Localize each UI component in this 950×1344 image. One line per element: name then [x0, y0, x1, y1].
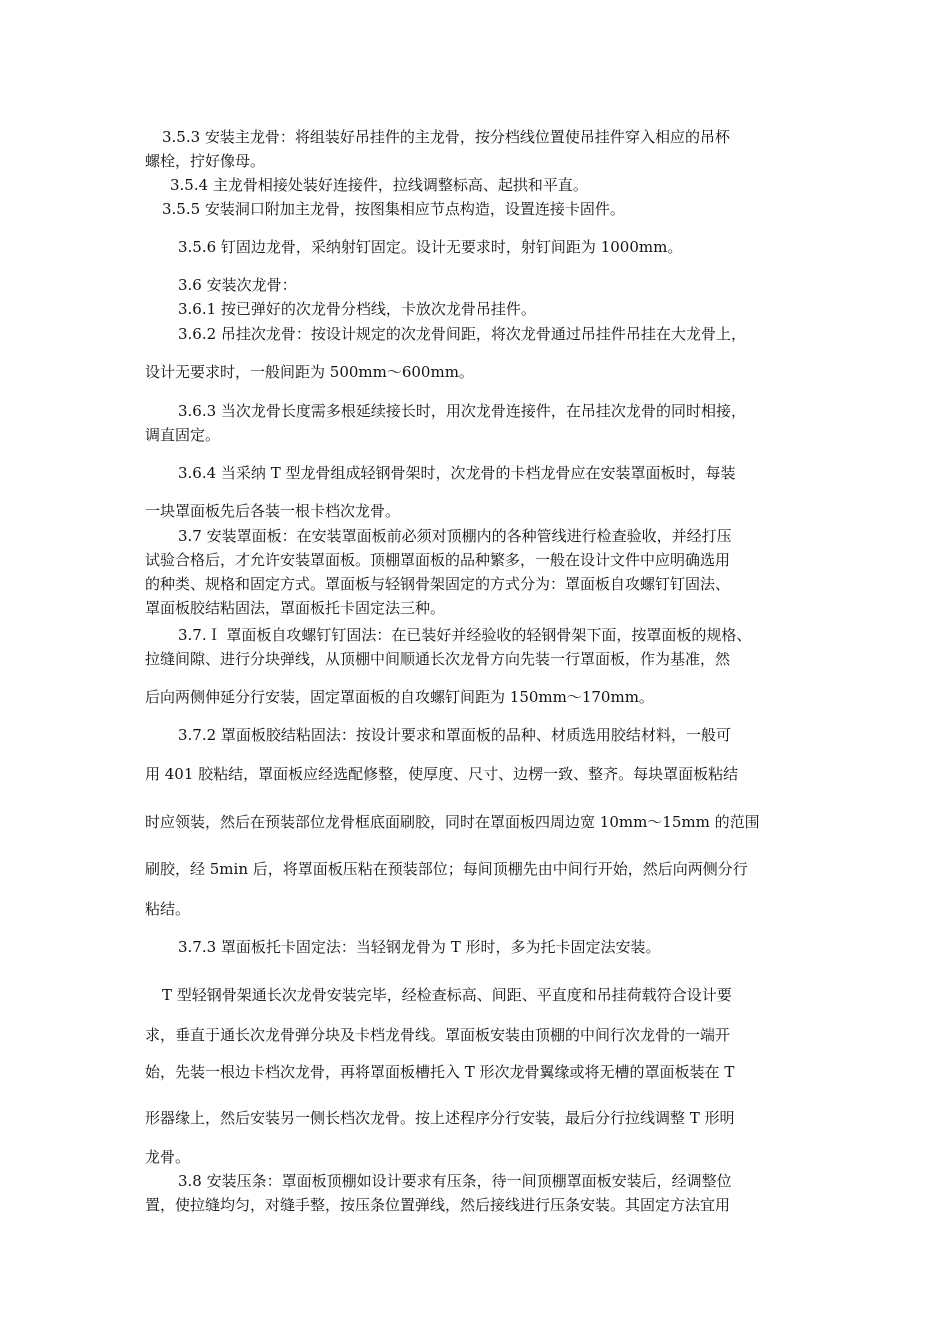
text-line-3-5-5: 3.5.5 安装洞口附加主龙骨，按图集相应节点构造，设置连接卡固件。 — [162, 200, 625, 218]
text-line: 螺栓，拧好像母。 — [145, 152, 266, 170]
text-line: 一块罩面板先后各装一根卡档次龙骨。 — [145, 502, 401, 520]
text-line-3-6-1: 3.6.1 按已弹好的次龙骨分档线，卡放次龙骨吊挂件。 — [178, 300, 536, 318]
text-line: 置，使拉缝均匀，对缝手整，按压条位置弹线，然后接线进行压条安装。其固定方法宜用 — [145, 1196, 731, 1214]
text-line: 的种类、规格和固定方式。罩面板与轻钢骨架固定的方式分为：罩面板自攻螺钉钉固法、 — [145, 575, 731, 593]
text-line: 粘结。 — [145, 900, 191, 918]
text-line: 刷胶，经 5min 后，将罩面板压粘在预装部位；每间顶棚先由中间行开始，然后向两侧分行 — [145, 860, 748, 878]
text-line: 拉缝间隙、进行分块弹线，从顶棚中间顺通长次龙骨方向先装一行罩面板，作为基准，然 — [145, 650, 731, 668]
text-line-3-8: 3.8 安装压条：罩面板顶棚如设计要求有压条，待一间顶棚罩面板安装后，经调整位 — [178, 1172, 732, 1190]
text-line: 用 401 胶粘结，罩面板应经选配修整，使厚度、尺寸、边楞一致、整齐。每块罩面板粘结 — [145, 765, 739, 783]
text-line-3-7-2: 3.7.2 罩面板胶结粘固法：按设计要求和罩面板的品种、材质选用胶结材料，一般可 — [178, 726, 731, 744]
text-line-3-7-1: 3.7.Ｉ 罩面板自攻螺钉钉固法：在已装好并经验收的轻钢骨架下面，按罩面板的规格、 — [178, 626, 752, 644]
text-line-3-5-4: 3.5.4 主龙骨相接处装好连接件，拉线调整标高、起拱和平直。 — [170, 176, 588, 194]
text-line-3-6-4: 3.6.4 当采纳 T 型龙骨组成轻钢骨架时，次龙骨的卡档龙骨应在安装罩面板时，每装 — [178, 464, 736, 482]
text-line-3-5-6: 3.5.6 钉固边龙骨，采纳射钉固定。设计无要求时，射钉间距为 1000mm。 — [178, 238, 683, 256]
text-line-3-6-2: 3.6.2 吊挂次龙骨：按设计规定的次龙骨间距，将次龙骨通过吊挂件吊挂在大龙骨上， — [178, 325, 746, 343]
text-line-3-5-3: 3.5.3 安装主龙骨：将组装好吊挂件的主龙骨，按分档线位置使吊挂件穿入相应的吊杯 — [162, 128, 730, 146]
text-line: 后向两侧伸延分行安装，固定罩面板的自攻螺钉间距为 150mm～170mm。 — [145, 688, 654, 706]
text-line-3-7: 3.7 安装罩面板：在安装罩面板前必须对顶棚内的各种管线进行检查验收，并经打压 — [178, 527, 732, 545]
text-line: 设计无要求时，一般间距为 500mm～600mm。 — [145, 363, 474, 381]
text-line: 试验合格后，才允许安装罩面板。顶棚罩面板的品种繁多，一般在设计文件中应明确选用 — [145, 551, 731, 569]
text-line-3-6: 3.6 安装次龙骨： — [178, 276, 297, 294]
text-line: 时应领装，然后在预装部位龙骨框底面刷胶，同时在罩面板四周边宽 10mm～15mm 的范围 — [145, 813, 760, 831]
text-line: 求，垂直于通长次龙骨弹分块及卡档龙骨线。罩面板安装由顶棚的中间行次龙骨的一端开 — [145, 1026, 731, 1044]
text-line: 调直固定。 — [145, 426, 221, 444]
text-line-3-7-3: 3.7.3 罩面板托卡固定法：当轻钢龙骨为 T 形时，多为托卡固定法安装。 — [178, 938, 661, 956]
text-line: 罩面板胶结粘固法，罩面板托卡固定法三种。 — [145, 599, 446, 617]
text-line: 始，先装一根边卡档次龙骨，再将罩面板槽托入 T 形次龙骨翼缘或将无槽的罩面板装在 T — [145, 1063, 735, 1081]
text-line: 形器缘上，然后安装另一侧长档次龙骨。按上述程序分行安装，最后分行拉线调整 T 形明 — [145, 1109, 735, 1127]
text-line-3-6-3: 3.6.3 当次龙骨长度需多根延续接长时，用次龙骨连接件，在吊挂次龙骨的同时相接， — [178, 402, 746, 420]
text-line: T 型轻钢骨架通长次龙骨安装完毕，经检查标高、间距、平直度和吊挂荷载符合设计要 — [162, 986, 732, 1004]
text-line: 龙骨。 — [145, 1148, 191, 1166]
